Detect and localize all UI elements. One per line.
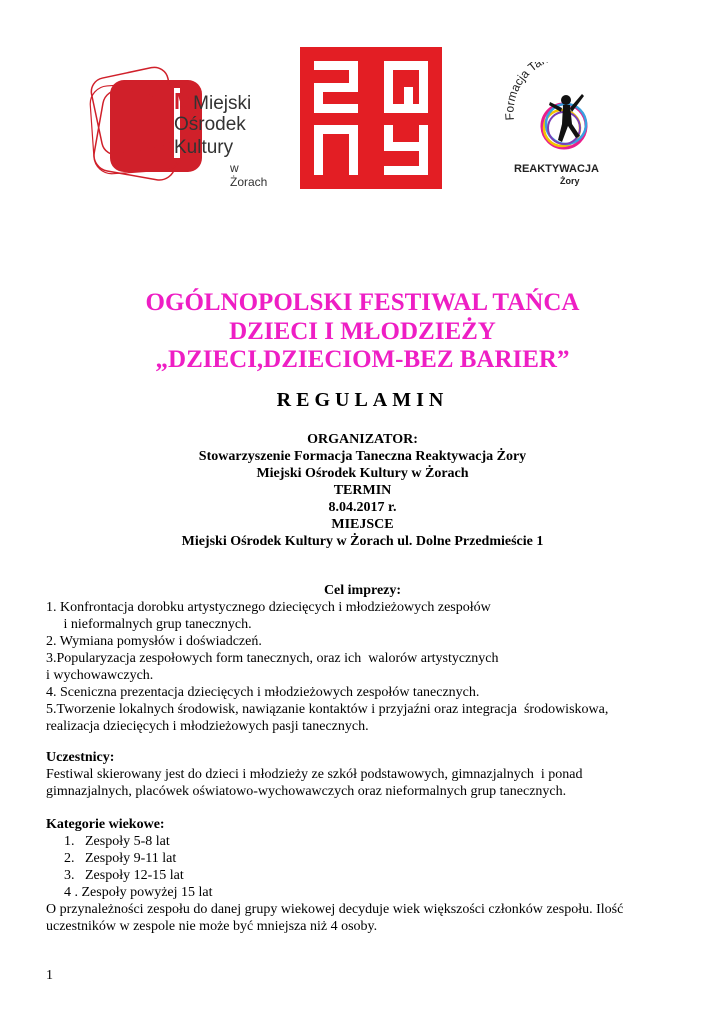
zory-logo: [300, 47, 442, 189]
organizer-header: ORGANIZATOR:: [307, 432, 418, 447]
organizer-2: Miejski Ośrodek Kultury w Żorach: [256, 466, 469, 481]
categories-note-line: O przynależności zespołu do danej grupy wiekowej decyduje wiek większości członków zespołu. Ilość: [46, 902, 624, 917]
formacja-arc-text: Formacja Ta: [502, 62, 545, 121]
mok-word-3: Kultury: [174, 137, 234, 158]
formacja-logo: [500, 62, 632, 187]
mok-line-4: w Żorach: [230, 161, 268, 189]
category-item: 1. Zespoły 5-8 lat: [64, 834, 170, 849]
goal-line: 4. Sceniczna prezentacja dziecięcych i młodzieżowych zespołów tanecznych.: [46, 685, 480, 700]
goal-line: 2. Wymiana pomysłów i doświadczeń.: [46, 634, 262, 649]
goal-line: i nieformalnych grup tanecznych.: [53, 617, 252, 632]
event-place: Miejski Ośrodek Kultury w Żorach ul. Dolne Przedmieście 1: [181, 534, 544, 549]
festival-title-line-1: OGÓLNOPOLSKI FESTIWAL TAŃCA: [145, 289, 580, 316]
participants-header: Uczestnicy:: [46, 750, 115, 765]
event-date: 8.04.2017 r.: [328, 500, 397, 515]
mok-line-1: [174, 90, 251, 115]
category-item: 2. Zespoły 9-11 lat: [64, 851, 177, 866]
festival-title-line-3: „DZIECI,DZIECIOM-BEZ BARIER”: [155, 346, 570, 373]
zory-logo-graphic: [300, 47, 442, 189]
mok-word-1: Miejski: [193, 93, 252, 114]
mok-initial-m: M: [174, 88, 194, 114]
place-header: MIEJSCE: [331, 517, 394, 532]
term-header: TERMIN: [333, 483, 392, 498]
mok-logo: [88, 66, 278, 189]
formacja-name: REAKTYWACJA: [514, 163, 599, 175]
goal-line: i wychowawczych.: [46, 668, 154, 683]
formacja-city: Żory: [560, 176, 580, 186]
document-subtitle: REGULAMIN: [276, 389, 449, 411]
goal-line: 3.Popularyzacja zespołowych form tanecznych, oraz ich walorów artystycznych: [46, 651, 499, 666]
organizer-1: Stowarzyszenie Formacja Taneczna Reaktywacja Żory: [198, 449, 527, 464]
mok-line-2: [174, 113, 246, 136]
goal-line: 5.Tworzenie lokalnych środowisk, nawiązanie kontaktów i przyjaźni oraz integracja środowiskowa,: [46, 702, 609, 717]
goal-line: 1. Konfrontacja dorobku artystycznego dziecięcych i młodzieżowych zespołów: [46, 600, 491, 615]
mok-line-3: [174, 136, 233, 159]
goal-line: realizacja dziecięcych i młodzieżowych pasji tanecznych.: [46, 719, 369, 734]
categories-note-line: uczestników w zespole nie może być mniejsza niż 4 osoby.: [46, 919, 378, 934]
categories-header: Kategorie wiekowe:: [46, 817, 165, 832]
category-item: 4 . Zespoły powyżej 15 lat: [64, 885, 213, 900]
category-item: 3. Zespoły 12-15 lat: [64, 868, 184, 883]
festival-title-line-2: DZIECI I MŁODZIEŻY: [229, 318, 496, 345]
goals-header: Cel imprezy:: [323, 583, 402, 598]
participants-line: Festiwal skierowany jest do dzieci i młodzieży ze szkół podstawowych, gimnazjalnych i ponad: [46, 767, 583, 782]
page-number: 1: [46, 968, 53, 983]
participants-line: gimnazjalnych, placówek oświatowo-wychowawczych oraz nieformalnych grup tanecznych.: [46, 784, 567, 799]
mok-word-2: Ośrodek: [174, 114, 246, 135]
